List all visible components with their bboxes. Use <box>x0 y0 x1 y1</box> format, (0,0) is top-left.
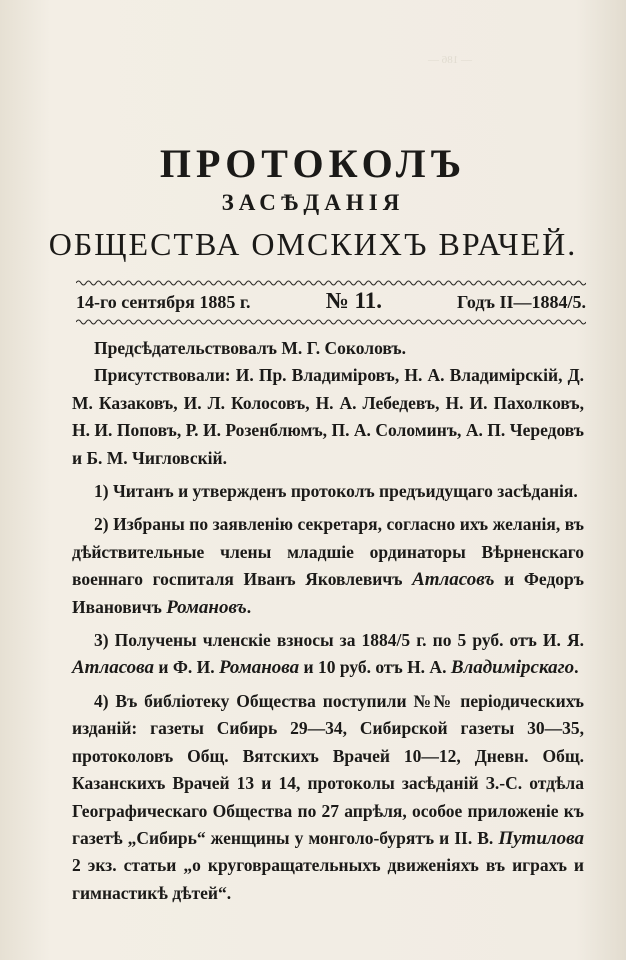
item-4-text-b: 2 экз. статьи „о круговращательныхъ движеніяхъ въ играхъ и гимнастикѣ дѣтей“. <box>72 855 584 903</box>
society-name: ОБЩЕСТВА ОМСКИХЪ ВРАЧЕЙ. <box>48 226 578 262</box>
item-4 <box>72 688 584 907</box>
society-year: Годъ II—1884/5. <box>457 292 586 312</box>
item-2 <box>72 511 584 621</box>
dateline <box>76 288 586 314</box>
item-3-text-d: . <box>574 657 579 678</box>
item-3-name-vladimirskago: Владимірскаго <box>450 657 575 679</box>
wavy-rule-top <box>76 279 586 287</box>
present-paragraph: Присутствовали: И. Пр. Владиміровъ, Н. А. Владимірскій, Д. М. Казаковъ, И. Л. Колосовъ, Н. А. Лебедевъ, Н. И. Пахолковъ, Н. И. Поповъ, Р. И. Розенблюмъ, П. А. Соломинъ, А. П. Чередовъ и Б. М. Чигловскій. <box>72 365 584 468</box>
wavy-rule-bottom <box>76 318 586 326</box>
item-2-text-b: и Федоръ Ивановичъ <box>72 569 584 617</box>
chair-line: Предсѣдательствовалъ М. Г. Соколовъ. <box>94 338 407 358</box>
item-3 <box>72 627 584 682</box>
item-2-name-atlasov: Атласовъ <box>412 569 495 591</box>
document-title: ПРОТОКОЛЪ <box>159 141 467 186</box>
item-2-text-c: . <box>246 596 252 617</box>
item-3-name-atlasova: Атласова <box>72 657 155 679</box>
item-4-name-putilova: Путилова <box>498 827 584 849</box>
document-subtitle: ЗАСѢДАНІЯ <box>221 190 405 215</box>
meeting-date: 14-го сентября 1885 г. <box>76 292 251 312</box>
item-3-text-b: и Ф. И. <box>154 657 220 678</box>
item-3-text-a: 3) Получены членскіе взносы за 1884/5 г. по 5 руб. отъ И. Я. <box>94 630 584 651</box>
item-3-name-romanova: Романова <box>219 657 300 679</box>
protocol-body <box>72 335 584 913</box>
item-2-text-a: 2) Избраны по заявленію секретаря, согласно ихъ желанія, въ дѣйствительные члены младшіе ординаторы Вѣрненскаго военнаго госпиталя Иванъ Яковлевичъ <box>72 514 584 590</box>
item-1: 1) Читанъ и утвержденъ протоколъ предъидущаго засѣданія. <box>94 481 578 502</box>
running-head: — 186 — <box>428 54 472 66</box>
item-2-name-romanov: Романовъ <box>166 596 247 618</box>
item-4-text-a: 4) Въ библіотеку Общества поступили №№ періодическихъ изданій: газеты Сибирь 29—34, Сибирской газеты 30—35, протоколовъ Общ. Вятскихъ Врачей 10—12, Дневн. Общ. Казанскихъ Врачей 13 и 14, протоколы засѣданій З.-С. отдѣла Географическаго Общества по 27 апрѣля, особое приложеніе къ газетѣ „Сибирь“ женщины у монголо-бурятъ и II. В. <box>72 690 584 848</box>
bleed-through-text <box>300 48 600 72</box>
protocol-number: № 11. <box>325 288 382 313</box>
item-3-text-c: и 10 руб. отъ Н. А. <box>299 657 451 678</box>
